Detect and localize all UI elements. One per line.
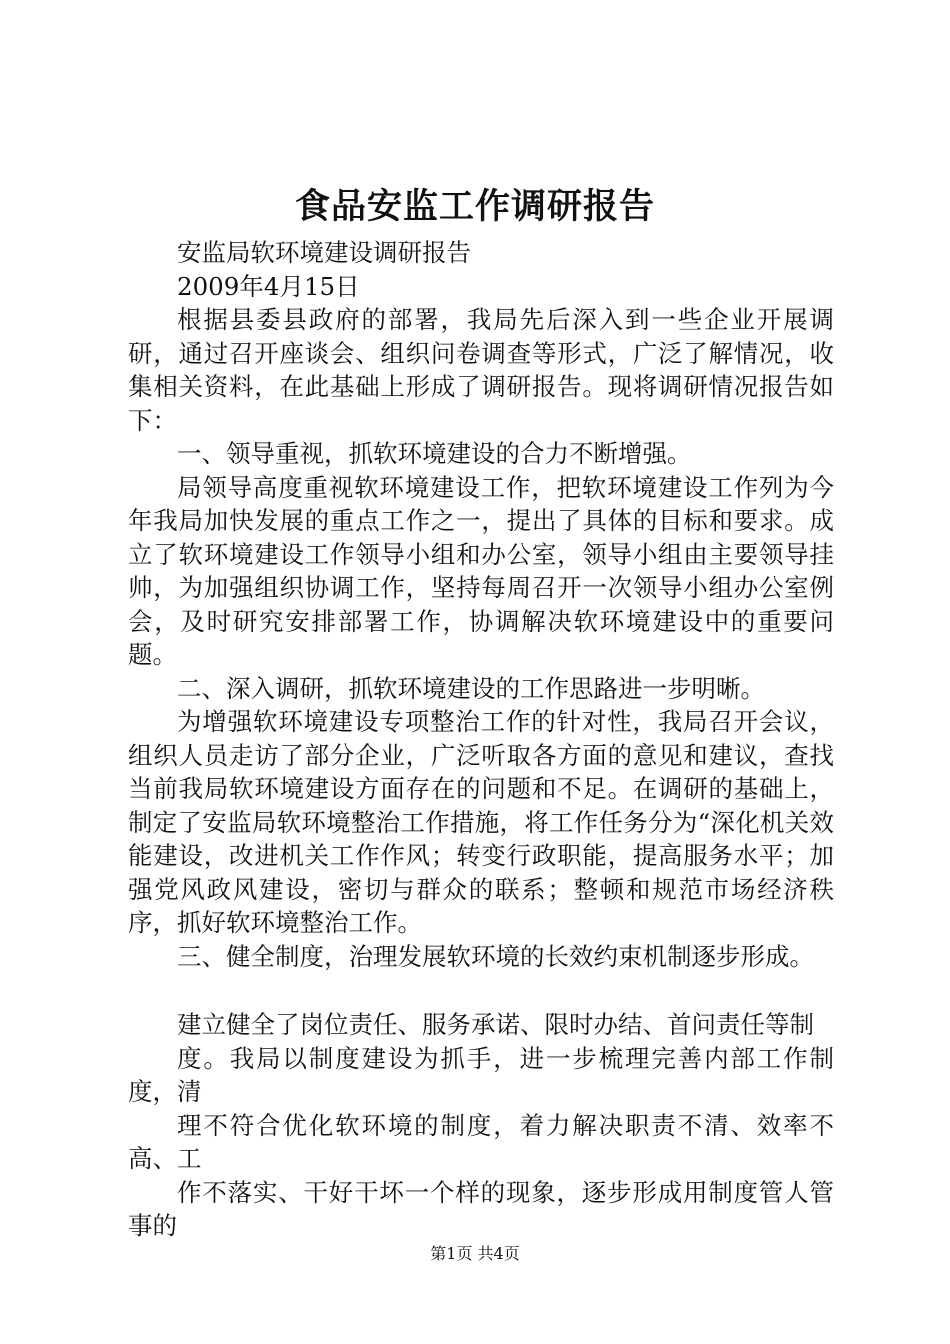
document-body <box>128 236 834 1243</box>
section-paragraph-3-line-3: 理不符合优化软环境的制度，着力解决职责不清、效率不高、工 <box>128 1110 834 1173</box>
intro-paragraph: 根据县委县政府的部署，我局先后深入到一些企业开展调研，通过召开座谈会、组织问卷调查等形式，广泛了解情况，收集相关资料，在此基础上形成了调研报告。现将调研情况报告如下： <box>128 305 834 435</box>
section-paragraph-2: 为增强软环境建设专项整治工作的针对性，我局召开会议，组织人员走访了部分企业，广泛听取各方面的意见和建议，查找当前我局软环境建设方面存在的问题和不足。在调研的基础上，制定了安监局软环境整治工作措施，将工作任务分为“深化机关效能建设，改进机关工作作风；转变行政职能，提高服务水平；加强党风政风建设，密切与群众的联系；整顿和规范市场经济秩序，抓好软环境整治工作。 <box>128 707 834 937</box>
page-number-footer: 第1页 共4页 <box>430 1244 520 1263</box>
section-paragraph-3-line-4: 作不落实、干好干坏一个样的现象，逐步形成用制度管人管事的 <box>128 1177 834 1240</box>
subtitle-paragraph: 安监局软环境建设调研报告 <box>177 238 471 267</box>
section-paragraph-3-line-1: 建立健全了岗位责任、服务承诺、限时办结、首问责任等制 <box>177 1010 814 1039</box>
section-heading-2: 二、深入调研，抓软环境建设的工作思路进一步明晰。 <box>177 673 765 703</box>
date-paragraph: 2009年4月15日 <box>177 271 360 301</box>
document-title: 食品安监工作调研报告 <box>294 186 655 227</box>
section-paragraph-3-line-2: 度。我局以制度建设为抓手，进一步梳理完善内部工作制度，清 <box>128 1043 834 1106</box>
section-heading-1: 一、领导重视，抓软环境建设的合力不断增强。 <box>177 439 692 468</box>
section-heading-3: 三、健全制度，治理发展软环境的长效约束机制逐步形成。 <box>177 941 814 971</box>
section-paragraph-1: 局领导高度重视软环境建设工作，把软环境建设工作列为今年我局加快发展的重点工作之一，提出了具体的目标和要求。成立了软环境建设工作领导小组和办公室，领导小组由主要领导挂帅，为加强组织协调工作，坚持每周召开一次领导小组办公室例会，及时研究安排部署工作，协调解决软环境建设中的重要问题。 <box>128 472 834 669</box>
blank-line <box>128 973 834 1008</box>
